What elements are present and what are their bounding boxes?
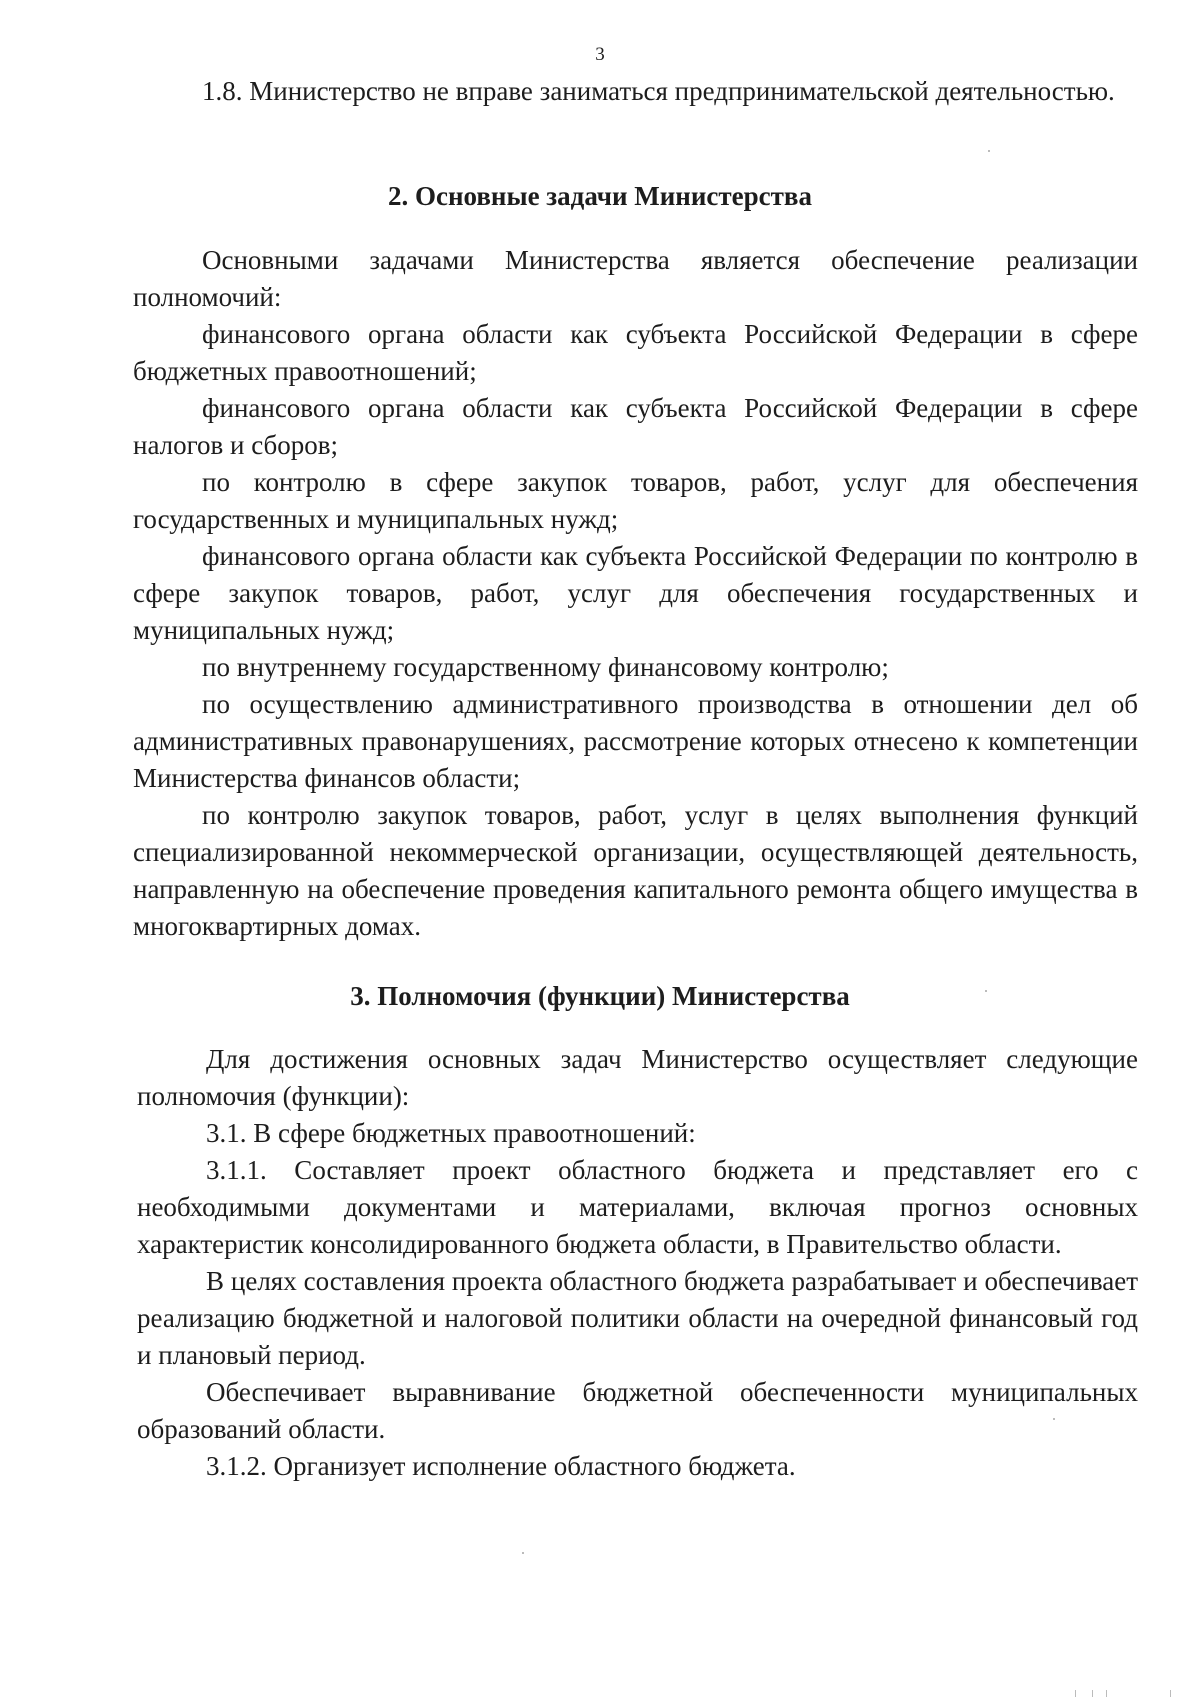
scan-speck xyxy=(522,1552,524,1554)
clause-paragraph: Обеспечивает выравнивание бюджетной обеспеченности муниципальных образований области. xyxy=(137,1377,1138,1444)
section-2-body xyxy=(133,242,1138,945)
section-2-heading: 2. Основные задачи Министерства xyxy=(387,181,812,211)
section-3-body xyxy=(137,1041,1138,1485)
section-2-intro-paragraph: Основными задачами Министерства является обеспечение реализации полномочий: xyxy=(133,245,1138,312)
section-2-list-item: по контролю в сфере закупок товаров, работ, услуг для обеспечения государственных и муниципальных нужд; xyxy=(133,467,1138,534)
scan-speck xyxy=(985,990,987,992)
section-2-list-item: по внутреннему государственному финансовому контролю; xyxy=(202,652,889,682)
section-2-list-item: финансового органа области как субъекта Российской Федерации в сфере бюджетных правоотношений; xyxy=(133,319,1138,386)
section-3-heading: 3. Полномочия (функции) Министерства xyxy=(350,981,850,1011)
scan-speck xyxy=(1053,1418,1055,1420)
scan-speck xyxy=(1092,1690,1093,1697)
section-2-list-item: финансового органа области как субъекта Российской Федерации по контролю в сфере закупок товаров, работ, услуг для обеспечения государственных и муниципальных нужд; xyxy=(133,541,1138,645)
section-2-list-item: финансового органа области как субъекта Российской Федерации в сфере налогов и сборов; xyxy=(133,393,1138,460)
section-3-intro-paragraph: Для достижения основных задач Министерство осуществляет следующие полномочия (функции): xyxy=(137,1044,1138,1111)
clause-paragraph: В целях составления проекта областного бюджета разрабатывает и обеспечивает реализацию бюджетной и налоговой политики области на очередной финансовый год и плановый период. xyxy=(137,1266,1138,1370)
section-2-list-item: по контролю закупок товаров, работ, услуг в целях выполнения функций специализированной некоммерческой организации, осуществляющей деятельность, направленную на обеспечение проведения капитального ремонта общего имущества в многоквартирных домах. xyxy=(133,800,1138,941)
section-2-list-item: по осуществлению административного производства в отношении дел об административных правонарушениях, рассмотрение которых отнесено к компетенции Министерства финансов области; xyxy=(133,689,1138,793)
scan-speck xyxy=(1075,1690,1076,1697)
scan-speck xyxy=(1170,1690,1171,1697)
clause-3-1: 3.1. В сфере бюджетных правоотношений: xyxy=(206,1118,696,1148)
clause-3-1-2: 3.1.2. Организует исполнение областного бюджета. xyxy=(206,1451,796,1481)
clause-3-1-1: 3.1.1. Составляет проект областного бюджета и представляет его с необходимыми документами и материалами, включая прогноз основных характеристик консолидированного бюджета области, в Правительство области. xyxy=(137,1155,1138,1259)
section-1-body xyxy=(133,73,1137,110)
page-number: 3 xyxy=(595,44,605,65)
paragraph-1-8: 1.8. Министерство не вправе заниматься предпринимательской деятельностью. xyxy=(202,76,1115,106)
scan-speck xyxy=(988,150,990,152)
scan-speck xyxy=(1106,1690,1107,1697)
